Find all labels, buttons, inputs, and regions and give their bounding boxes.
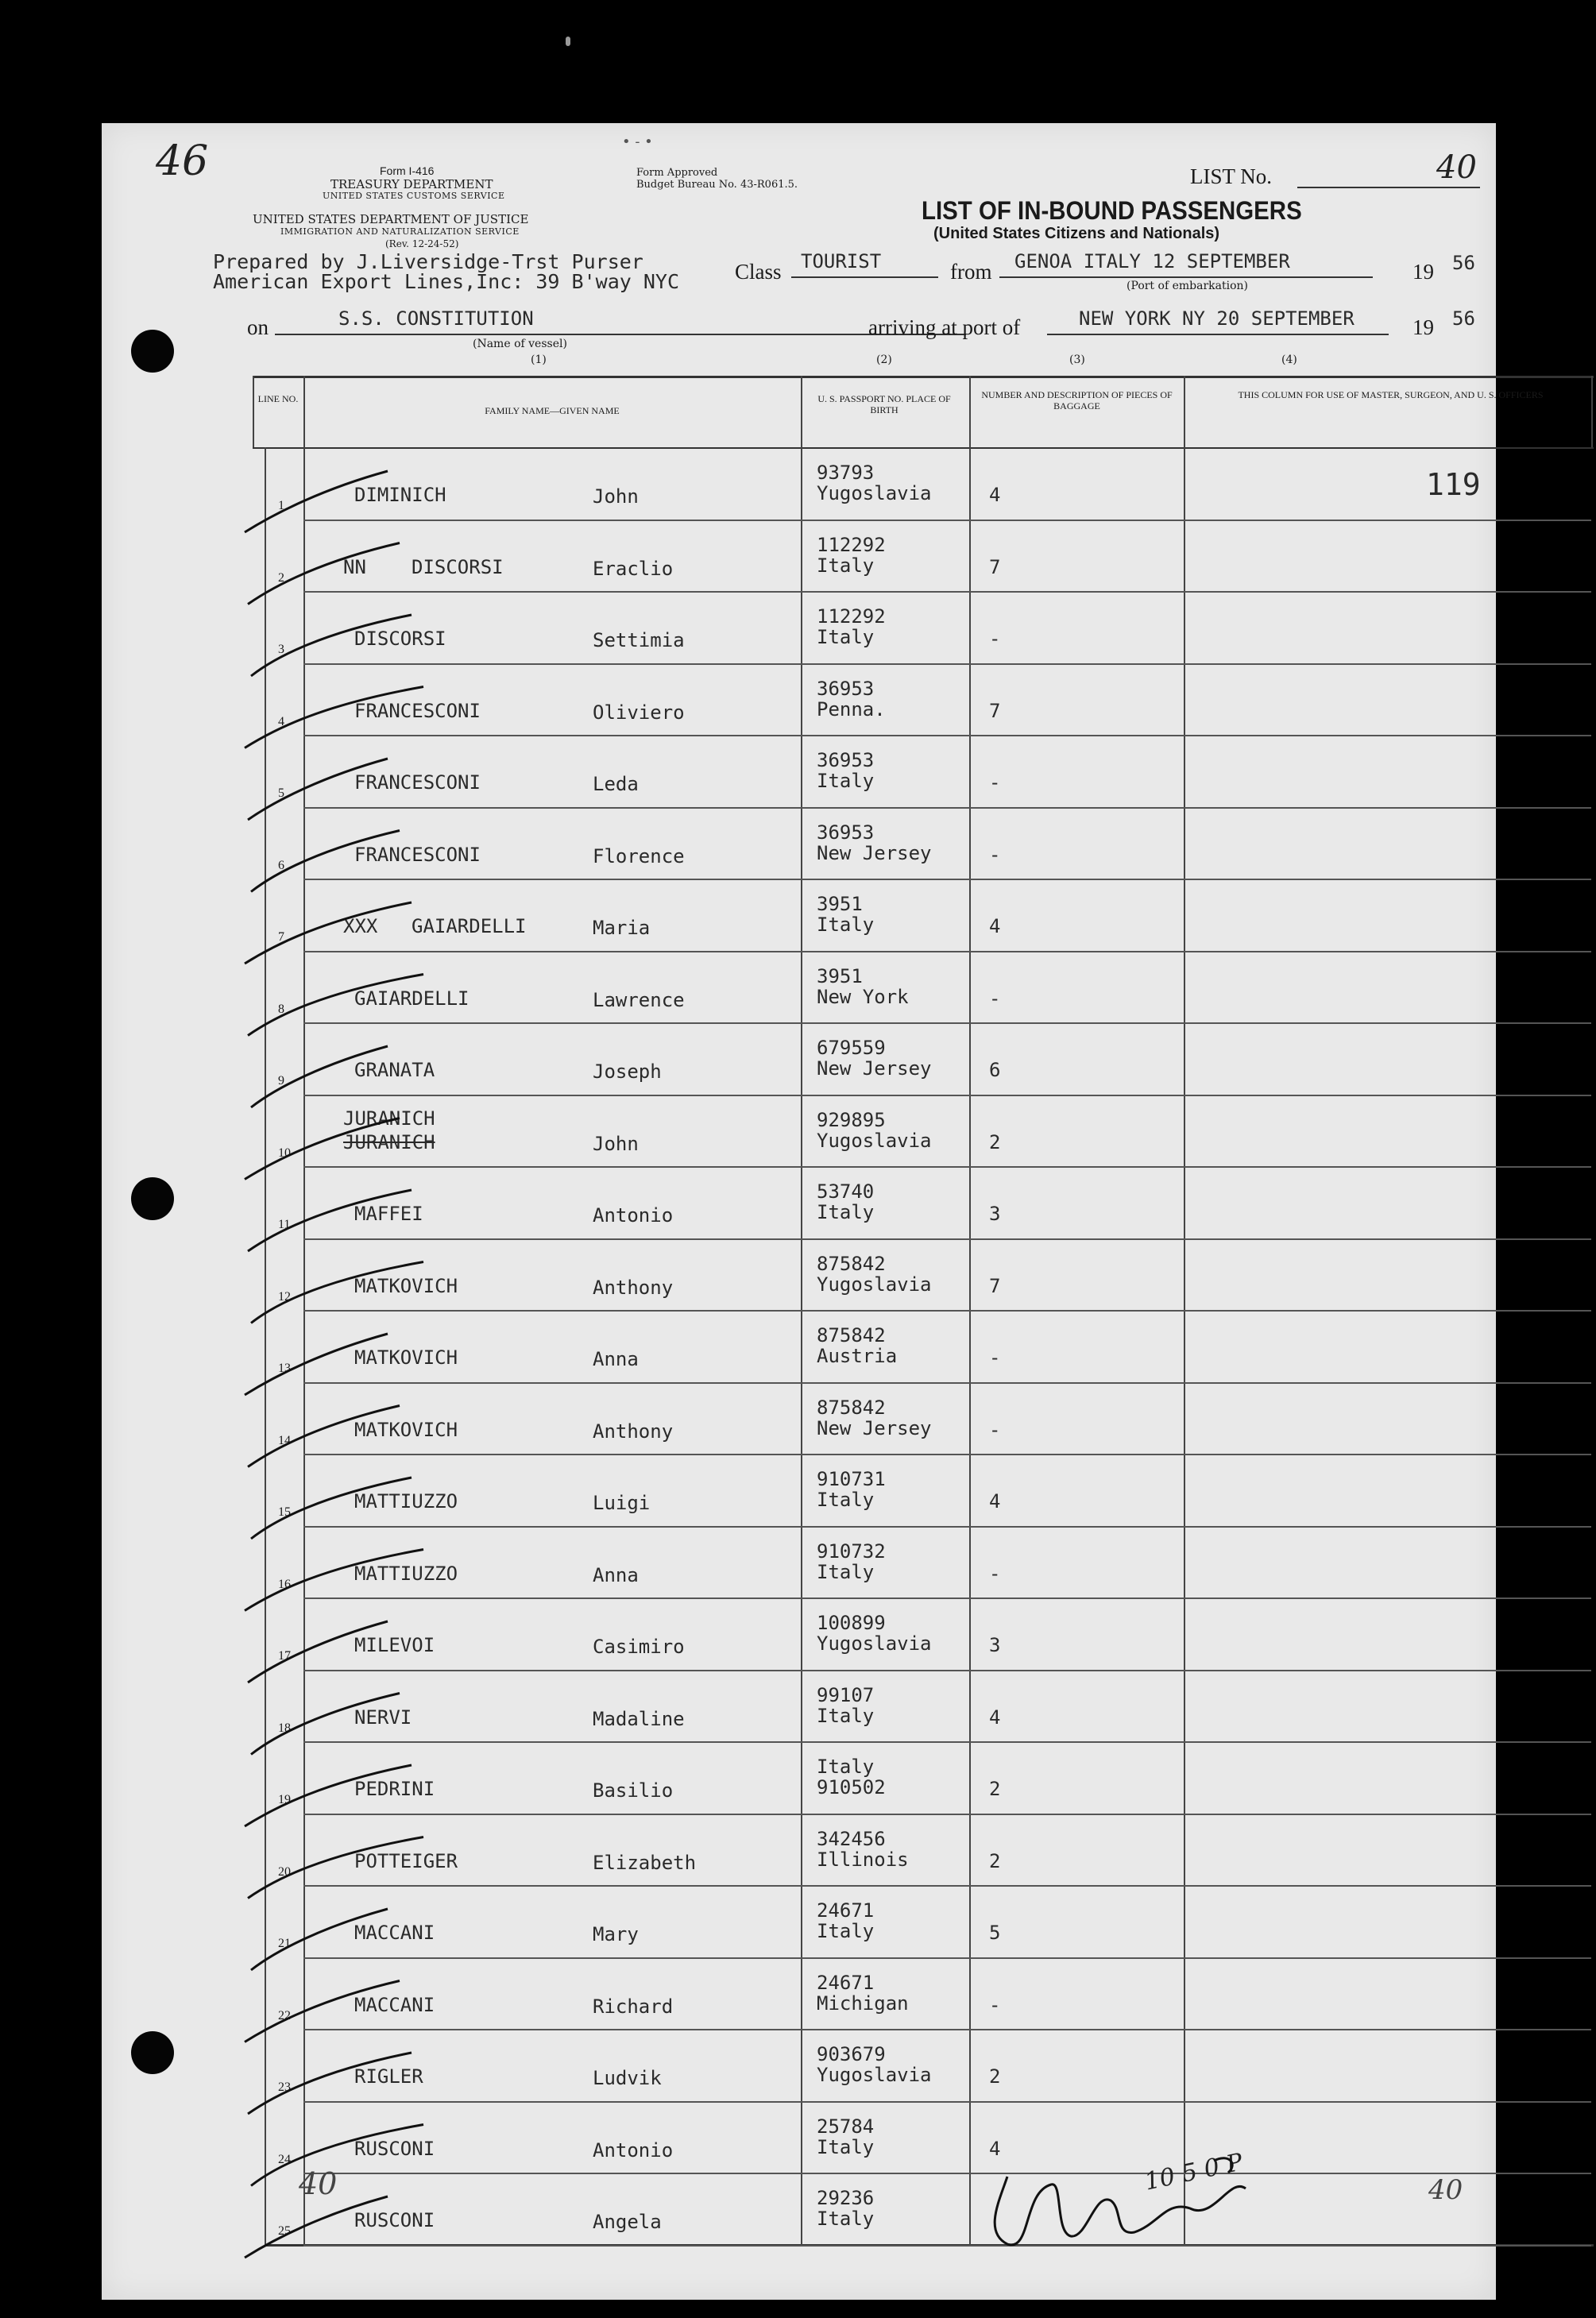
row-given-name: Madaline: [593, 1707, 685, 1730]
row-passport: 903679: [817, 2043, 886, 2065]
row-given-name: Florence: [593, 844, 685, 867]
check-mark: [251, 1909, 388, 1970]
row-line-number: 10: [278, 1145, 291, 1160]
table-top-border: [253, 376, 1594, 378]
row-passport: 342456: [817, 1827, 886, 1850]
row-family-name: DIMINICH: [354, 484, 446, 506]
row-name-strikeout: JURANICH: [343, 1107, 435, 1130]
row-line-number: 24: [278, 2152, 291, 2166]
row-family-name: MILEVOI: [354, 1634, 435, 1656]
row-birthplace: Penna.: [817, 697, 886, 721]
row-birthplace: New York: [817, 985, 909, 1008]
row-birthplace: New Jersey: [817, 1416, 932, 1439]
row-name-strikeout: XXX: [343, 915, 378, 937]
row-birthplace: New Jersey: [817, 1057, 932, 1080]
row-family-name: PEDRINI: [354, 1778, 435, 1800]
row-birthplace: Yugoslavia: [817, 1129, 932, 1152]
row-given-name: Lawrence: [593, 988, 685, 1011]
class-label: Class: [735, 260, 782, 284]
row-given-name: Anthony: [593, 1420, 674, 1443]
row-family-name: MACCANI: [354, 1922, 435, 1944]
check-mark: [251, 2125, 423, 2186]
row-line-number: 15: [278, 1505, 291, 1519]
row-family-name: MATKOVICH: [354, 1274, 458, 1297]
row-family-name: DISCORSI: [354, 628, 446, 650]
row-family-name: DISCORSI: [412, 555, 504, 578]
row-given-name: Maria: [593, 917, 651, 939]
row-family-name: MATKOVICH: [354, 1418, 458, 1441]
row-passport: 3951: [817, 964, 863, 987]
row-family-name: FRANCESCONI: [354, 771, 481, 794]
col-header-officers: THIS COLUMN FOR USE OF MASTER, SURGEON, AND U. S. OFFICERS: [1238, 389, 1544, 400]
row-family-name: NERVI: [354, 1706, 412, 1729]
row-family-name: FRANCESCONI: [354, 699, 481, 722]
prepared-by: Prepared by J.Liversidge-Trst Purser: [213, 250, 643, 273]
row-birthplace: Illinois: [817, 1848, 909, 1871]
year-prefix-1: 19: [1412, 260, 1434, 284]
row-family-name: MACCANI: [354, 1993, 435, 2016]
row-line-number: 9: [278, 1074, 284, 1088]
row-family-name: FRANCESCONI: [354, 843, 481, 866]
row-given-name: John: [593, 1132, 639, 1155]
row-given-name: Settimia: [593, 629, 685, 651]
col-num-3: (3): [1069, 353, 1085, 366]
row-family-name: RUSCONI: [354, 2209, 435, 2231]
year-2: 56: [1452, 307, 1475, 330]
row-baggage: 4: [989, 484, 1001, 506]
row-baggage: 2: [989, 1849, 1001, 1872]
check-mark: [251, 831, 400, 892]
page-title: LIST OF IN-BOUND PASSENGERS: [922, 196, 1302, 225]
check-mark: [251, 1046, 388, 1107]
row-given-name: Anthony: [593, 1276, 674, 1299]
row-given-name: Anna: [593, 1563, 639, 1586]
row-passport: Italy: [817, 1756, 875, 1778]
check-mark: [248, 1837, 423, 1899]
row-given-name: Luigi: [593, 1492, 651, 1514]
row-passport: 99107: [817, 1683, 875, 1706]
row-baggage: -: [989, 771, 1001, 794]
row-baggage: 2: [989, 1130, 1001, 1153]
check-mark: [245, 1550, 423, 1611]
row-passport: 679559: [817, 1037, 886, 1059]
immigration-service: IMMIGRATION AND NATURALIZATION SERVICE: [280, 226, 520, 237]
row-family-name: MATTIUZZO: [354, 1490, 458, 1512]
row-passport: 112292: [817, 605, 886, 628]
row-passport: 29236: [817, 2187, 875, 2209]
row-given-name: Casimiro: [593, 1636, 685, 1658]
check-mark: [248, 1621, 388, 1682]
row-given-name: Antonio: [593, 1204, 674, 1227]
row-family-name: GAIARDELLI: [412, 915, 527, 937]
row-baggage: -: [989, 1562, 1001, 1585]
row-baggage: -: [989, 843, 1001, 866]
row-baggage: -: [989, 1346, 1001, 1369]
row-family-name: RUSCONI: [354, 2137, 435, 2160]
row-birthplace: Italy: [817, 1201, 875, 1223]
row-given-name: Oliviero: [593, 701, 685, 724]
check-mark: [251, 1478, 412, 1539]
row-passport: 875842: [817, 1252, 886, 1275]
check-mark: [251, 615, 412, 676]
arrival-port: NEW YORK NY 20 SEPTEMBER: [1079, 307, 1354, 330]
row-given-name: Leda: [593, 773, 639, 795]
row-given-name: Ludvik: [593, 2067, 662, 2089]
row-given-name: Anna: [593, 1348, 639, 1370]
row-birthplace: Yugoslavia: [817, 1273, 932, 1296]
row-passport: 36953: [817, 677, 875, 700]
row-passport: 875842: [817, 1324, 886, 1346]
row-given-name: Mary: [593, 1923, 639, 1945]
list-no-value: 40: [1436, 149, 1477, 186]
col-num-1: (1): [531, 353, 547, 366]
row-passport: 910731: [817, 1468, 886, 1490]
row-passport: 24671: [817, 1971, 875, 1994]
vessel-name: S.S. CONSTITUTION: [338, 307, 534, 330]
row-baggage: 7: [989, 555, 1001, 578]
manifest-page: [102, 123, 1544, 2300]
row-name-strikeout: NN: [343, 555, 366, 578]
row-baggage: 7: [989, 1274, 1001, 1297]
row-baggage: 2: [989, 2065, 1001, 2088]
row-passport: 24671: [817, 1899, 875, 1922]
row-family-name: RIGLER: [354, 2065, 423, 2088]
row-line-number: 11: [278, 1218, 291, 1231]
year-1: 56: [1452, 252, 1475, 274]
row-passport: 910732: [817, 1540, 886, 1563]
from-value: GENOA ITALY 12 SEPTEMBER: [1014, 250, 1290, 272]
row-passport: 36953: [817, 821, 875, 844]
check-mark: [245, 1118, 400, 1180]
row-baggage: 4: [989, 1490, 1001, 1512]
row-line-number: 13: [278, 1362, 291, 1375]
check-mark: [251, 1694, 400, 1755]
row-birthplace: Italy: [817, 1920, 875, 1942]
row-line-number: 8: [278, 1002, 284, 1016]
row-baggage: 4: [989, 915, 1001, 937]
row-line-number: 21: [278, 1937, 291, 1950]
row-passport: 3951: [817, 893, 863, 915]
row-baggage: 7: [989, 699, 1001, 722]
row-family-name: MAFFEI: [354, 1203, 423, 1225]
row-birthplace: Italy: [817, 554, 875, 577]
row-birthplace: Italy: [817, 914, 875, 936]
row-passport: 112292: [817, 533, 886, 556]
check-mark: [248, 1406, 400, 1467]
row-birthplace: Yugoslavia: [817, 482, 932, 504]
row-line-number: 1: [278, 499, 284, 512]
check-mark: [248, 759, 388, 820]
row-line-number: 7: [278, 930, 284, 944]
row-baggage: 3: [989, 1634, 1001, 1656]
class-value: TOURIST: [801, 250, 882, 272]
row-baggage: -: [989, 1418, 1001, 1441]
row-birthplace: 910502: [817, 1776, 886, 1798]
row-family-name: MATKOVICH: [354, 1346, 458, 1369]
justice-dept: UNITED STATES DEPARTMENT OF JUSTICE: [253, 212, 529, 226]
row-line-number: 18: [278, 1721, 291, 1735]
row-line-number: 5: [278, 786, 284, 800]
table-header-border: [253, 447, 1594, 449]
row-line-number: 6: [278, 858, 284, 872]
page-count-number: 119: [1426, 467, 1481, 502]
row-baggage: 4: [989, 1706, 1001, 1729]
col-num-4: (4): [1281, 353, 1297, 366]
year-prefix-2: 19: [1412, 315, 1434, 339]
row-line-number: 4: [278, 714, 284, 728]
row-line-number: 19: [278, 1793, 291, 1806]
row-given-name: Antonio: [593, 2138, 674, 2162]
check-mark: [248, 975, 423, 1036]
list-no-label: LIST No.: [1190, 164, 1273, 188]
corner-number: 46: [156, 137, 209, 185]
vessel-caption: (Name of vessel): [473, 338, 567, 350]
row-line-number: 23: [278, 2080, 291, 2094]
check-mark: [248, 543, 400, 605]
row-given-name: John: [593, 485, 639, 508]
binder-hole-top: [131, 330, 174, 373]
binder-hole-middle: [131, 1177, 174, 1220]
row-baggage: 3: [989, 1203, 1001, 1225]
row-family-name: MATTIUZZO: [354, 1562, 458, 1585]
row-baggage: 6: [989, 1059, 1001, 1081]
row-family-name: POTTEIGER: [354, 1849, 458, 1872]
check-mark: [245, 1334, 388, 1395]
inspector-signature: [976, 2145, 1309, 2264]
row-family-name: GAIARDELLI: [354, 987, 470, 1010]
check-mark: [245, 2196, 388, 2258]
row-line-number: 20: [278, 1864, 291, 1879]
check-marks: [229, 457, 562, 2268]
row-passport: 36953: [817, 749, 875, 771]
port-embarkation-caption: (Port of embarkation): [1126, 280, 1248, 292]
row-passport: 929895: [817, 1108, 886, 1131]
form-revision: (Rev. 12-24-52): [385, 238, 459, 249]
check-mark: [248, 1190, 412, 1251]
row-given-name: Joseph: [593, 1060, 662, 1083]
row-birthplace: Italy: [817, 2135, 875, 2158]
row-birthplace: Austria: [817, 1345, 898, 1367]
check-mark: [245, 902, 412, 964]
col-header-passport: U. S. PASSPORT NO. PLACE OF BIRTH: [817, 393, 951, 415]
footer-right-number: 40: [1428, 2174, 1463, 2206]
row-baggage: 2: [989, 1778, 1001, 1800]
row-baggage: -: [989, 987, 1001, 1010]
row-given-name: Elizabeth: [593, 1851, 697, 1874]
row-line-number: 2: [278, 570, 284, 585]
row-given-name: Eraclio: [593, 557, 674, 580]
col-header-name: FAMILY NAME—GIVEN NAME: [485, 405, 620, 416]
row-passport: 53740: [817, 1180, 875, 1203]
row-birthplace: Italy: [817, 770, 875, 792]
form-number: Form I-416: [380, 164, 435, 177]
customs-service: UNITED STATES CUSTOMS SERVICE: [323, 191, 505, 201]
top-mark: [566, 37, 570, 46]
row-birthplace: Italy: [817, 1704, 875, 1727]
row-birthplace: Italy: [817, 626, 875, 648]
footer-left-number: 40: [299, 2166, 338, 2201]
row-family-name: JURANICH: [343, 1130, 435, 1153]
check-mark: [248, 2053, 412, 2114]
row-given-name: Angela: [593, 2211, 662, 2233]
row-line-number: 25: [278, 2224, 291, 2238]
row-birthplace: Yugoslavia: [817, 1632, 932, 1655]
binder-hole-bottom: [131, 2031, 174, 2074]
row-baggage: -: [989, 1993, 1001, 2016]
signature-note: 10 5 0 P: [1142, 2148, 1246, 2196]
row-birthplace: Italy: [817, 1489, 875, 1511]
row-baggage: 4: [989, 2137, 1001, 2160]
on-label: on: [247, 315, 269, 339]
treasury-dept: TREASURY DEPARTMENT: [330, 177, 493, 191]
row-birthplace: Italy: [817, 2208, 875, 2230]
row-passport: 100899: [817, 1612, 886, 1634]
budget-bureau: Budget Bureau No. 43-R061.5.: [636, 179, 798, 191]
form-approved: Form Approved: [636, 167, 718, 179]
row-baggage: 5: [989, 1922, 1001, 1944]
col-num-2: (2): [876, 353, 892, 366]
check-mark: [251, 1262, 423, 1323]
top-stamp: • - •: [622, 133, 653, 150]
row-passport: 25784: [817, 2115, 875, 2138]
row-birthplace: Yugoslavia: [817, 2064, 932, 2086]
col-header-line: LINE NO.: [257, 393, 299, 404]
prepared-company: American Export Lines,Inc: 39 B'way NYC: [213, 270, 679, 293]
check-mark: [245, 471, 388, 532]
row-birthplace: Michigan: [817, 1992, 909, 2015]
row-passport: 875842: [817, 1396, 886, 1419]
row-family-name: GRANATA: [354, 1059, 435, 1081]
row-passport: 93793: [817, 462, 875, 484]
row-birthplace: Italy: [817, 1560, 875, 1583]
row-line-number: 17: [278, 1649, 291, 1663]
row-line-number: 12: [278, 1289, 291, 1304]
page-subtitle: (United States Citizens and Nationals): [933, 225, 1220, 242]
row-line-number: 14: [278, 1433, 291, 1447]
row-given-name: Basilio: [593, 1779, 674, 1802]
from-label: from: [950, 260, 992, 284]
check-mark: [245, 1765, 412, 1826]
check-mark: [245, 1981, 400, 2042]
row-line-number: 3: [278, 643, 284, 656]
row-birthplace: New Jersey: [817, 841, 932, 864]
col-header-baggage: NUMBER AND DESCRIPTION OF PIECES OF BAGGAGE: [981, 389, 1173, 411]
row-given-name: Richard: [593, 1995, 674, 2018]
check-mark: [245, 687, 423, 748]
arriving-label: arriving at port of: [868, 315, 1021, 339]
row-baggage: -: [989, 628, 1001, 650]
row-line-number: 16: [278, 1577, 291, 1591]
row-line-number: 22: [278, 2008, 291, 2022]
